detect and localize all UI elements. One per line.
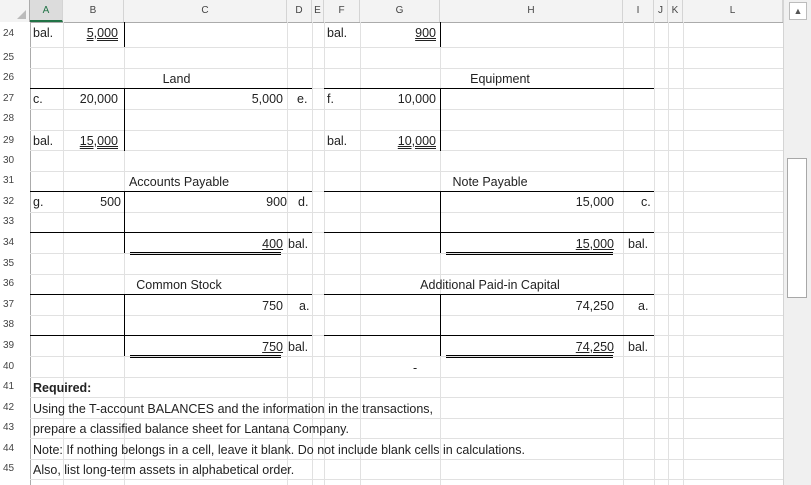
land-bal-value: 15,000	[79, 134, 118, 148]
column-header-c[interactable]: C	[124, 0, 287, 22]
ap-debit-value: 500	[100, 195, 121, 209]
equipment-debit-label: f.	[327, 92, 334, 106]
apic-title: Additional Paid-in Capital	[420, 278, 560, 292]
instruction-line-4: Also, list long-term assets in alphabetical order.	[33, 463, 295, 477]
row-header[interactable]: 37	[3, 299, 15, 310]
ap-credit-label: d.	[298, 195, 309, 209]
row-header[interactable]: 42	[3, 402, 15, 413]
equipment-title: Equipment	[470, 72, 530, 86]
np-credit-value: 15,000	[575, 195, 614, 209]
vertical-scrollbar[interactable]	[783, 0, 811, 485]
column-header-d[interactable]: D	[287, 0, 312, 22]
land-debit-label: c.	[33, 92, 43, 106]
row-header[interactable]: 41	[3, 381, 15, 392]
cs-bal-value: 750	[262, 340, 283, 354]
column-header-j[interactable]: J	[654, 0, 668, 22]
np-credit-label: c.	[641, 195, 651, 209]
row-header[interactable]: 45	[3, 463, 15, 474]
note-payable-title: Note Payable	[452, 175, 528, 189]
land-bal-label: bal.	[33, 134, 54, 148]
required-heading: Required:	[33, 381, 92, 395]
column-header-a[interactable]: A	[30, 0, 63, 22]
row-header[interactable]: 30	[3, 155, 15, 166]
row-header[interactable]: 44	[3, 443, 15, 454]
column-header-f[interactable]: F	[324, 0, 360, 22]
accounts-payable-title: Accounts Payable	[128, 175, 230, 189]
scroll-up-icon[interactable]: ▲	[789, 2, 807, 20]
cs-credit-label: a.	[299, 299, 310, 313]
row-header[interactable]: 25	[3, 52, 15, 63]
row-header[interactable]: 38	[3, 319, 15, 330]
np-bal-value: 15,000	[575, 237, 614, 251]
row-header[interactable]: 27	[3, 93, 15, 104]
instruction-line-3: Note: If nothing belongs in a cell, leave it blank. Do not include blank cells in calculations.	[33, 443, 525, 457]
row-header[interactable]: 31	[3, 175, 15, 186]
np-bal-label: bal.	[628, 237, 649, 251]
ap-bal-value: 400	[262, 237, 283, 251]
receivable-bal-value: 900	[415, 26, 436, 40]
land-title: Land	[162, 72, 191, 86]
cell-grid[interactable]	[30, 22, 783, 485]
row-header-bar	[0, 22, 31, 485]
common-stock-title: Common Stock	[136, 278, 222, 292]
row-header[interactable]: 39	[3, 340, 15, 351]
ap-credit-value: 900	[266, 195, 287, 209]
instruction-line-1: Using the T-account BALANCES and the information in the transactions,	[33, 402, 433, 416]
equipment-bal-value: 10,000	[397, 134, 436, 148]
row-header[interactable]: 40	[3, 361, 15, 372]
scroll-thumb[interactable]	[787, 158, 807, 298]
dash-cell: -	[413, 361, 418, 375]
column-header-h[interactable]: H	[440, 0, 623, 22]
row-header[interactable]: 28	[3, 113, 15, 124]
column-header-bar	[0, 0, 783, 23]
cs-credit-value: 750	[262, 299, 283, 313]
instruction-line-2: prepare a classified balance sheet for Lantana Company.	[33, 422, 349, 436]
apic-credit-label: a.	[638, 299, 649, 313]
select-all-corner[interactable]	[0, 0, 30, 22]
ap-bal-label: bal.	[288, 237, 309, 251]
ap-debit-label: g.	[33, 195, 44, 209]
apic-bal-label: bal.	[628, 340, 649, 354]
cash-bal-value: 5,000	[86, 26, 118, 40]
row-header[interactable]: 34	[3, 237, 15, 248]
land-credit-label: e.	[297, 92, 308, 106]
apic-credit-value: 74,250	[575, 299, 614, 313]
receivable-bal-label: bal.	[327, 26, 348, 40]
cs-bal-label: bal.	[288, 340, 309, 354]
row-header[interactable]: 35	[3, 258, 15, 269]
row-header[interactable]: 32	[3, 196, 15, 207]
column-header-g[interactable]: G	[360, 0, 440, 22]
row-header[interactable]: 33	[3, 216, 15, 227]
row-header[interactable]: 26	[3, 72, 15, 83]
column-header-e[interactable]: E	[312, 0, 324, 22]
apic-bal-value: 74,250	[575, 340, 614, 354]
column-header-k[interactable]: K	[668, 0, 683, 22]
row-header[interactable]: 29	[3, 135, 15, 146]
land-debit-value: 20,000	[79, 92, 118, 106]
column-header-i[interactable]: I	[623, 0, 654, 22]
equipment-bal-label: bal.	[327, 134, 348, 148]
column-header-b[interactable]: B	[63, 0, 124, 22]
equipment-debit-value: 10,000	[397, 92, 436, 106]
row-header[interactable]: 24	[3, 28, 15, 39]
row-header[interactable]: 36	[3, 278, 15, 289]
column-header-l[interactable]: L	[683, 0, 783, 22]
land-credit-value: 5,000	[251, 92, 283, 106]
cash-bal-label: bal.	[33, 26, 54, 40]
row-header[interactable]: 43	[3, 422, 15, 433]
